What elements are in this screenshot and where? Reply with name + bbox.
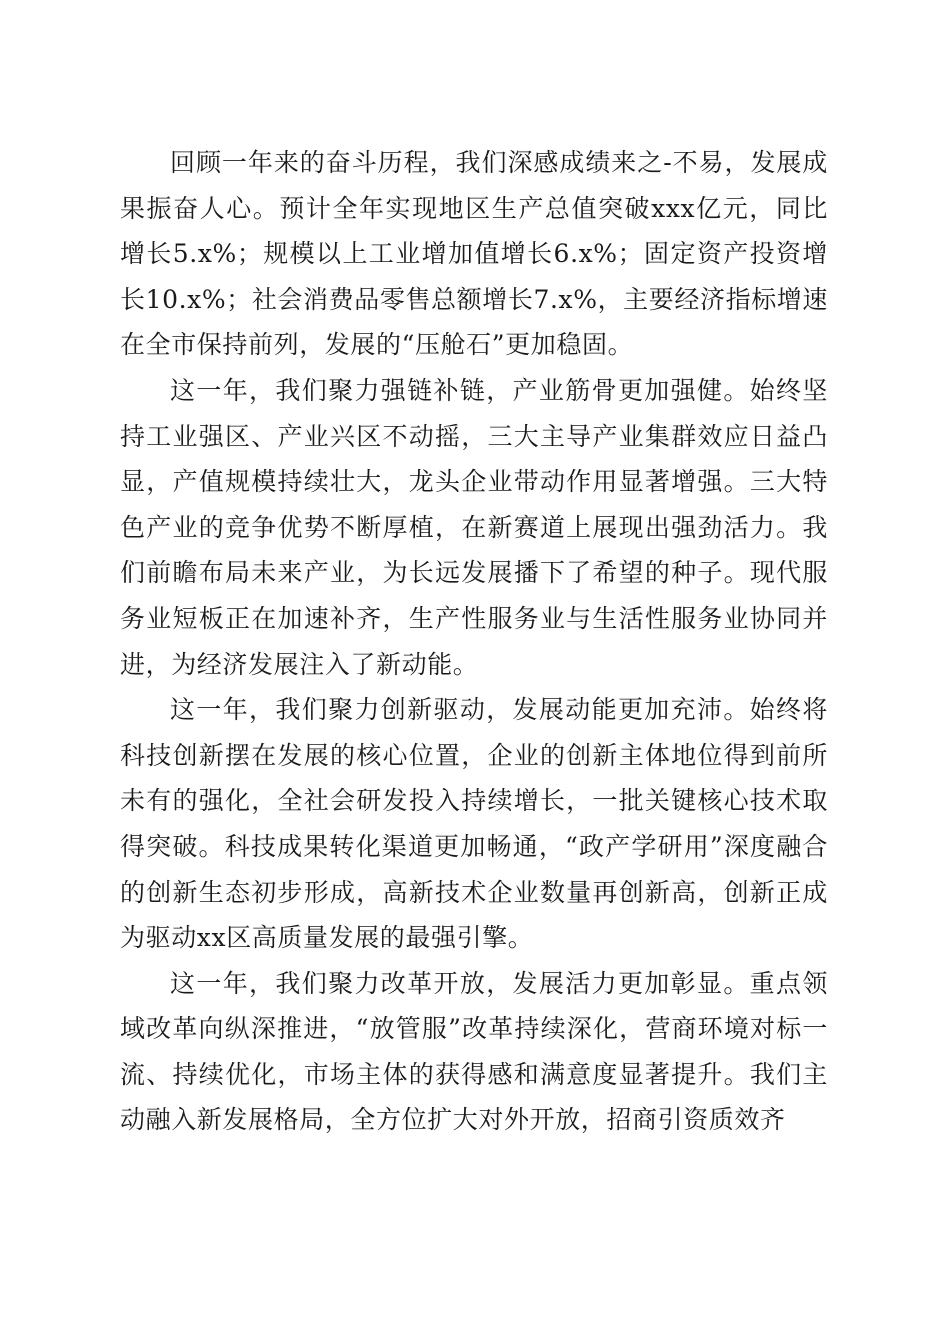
paragraph-innovation: 这一年，我们聚力创新驱动，发展动能更加充沛。始终将科技创新摆在发展的核心位置，企业的创新主体地位得到前所未有的强化，全社会研发投入持续增长，一批关键核心技术取得突破。科技成果转化渠道更加畅通，“政产学研用”深度融合的创新生态初步形成，高新技术企业数量再创新高，创新正成为驱动xx区高质量发展的最强引擎。 — [120, 695, 828, 953]
paragraph-reform: 这一年，我们聚力改革开放，发展活力更加彰显。重点领域改革向纵深推进，“放管服”改革持续深化，营商环境对标一流、持续优化，市场主体的获得感和满意度显著提升。我们主动融入新发展格局，全方位扩大对外开放，招商引资质效齐 — [120, 968, 828, 1135]
paragraph-review: 回顾一年来的奋斗历程，我们深感成绩来之-不易，发展成果振奋人心。预计全年实现地区生产总值突破xxx亿元，同比增长5.x%；规模以上工业增加值增长6.x%；固定资产投资增长10.x%；社会消费品零售总额增长7.x%，主要经济指标增速在全市保持前列，发展的“压舱石”更加稳固。 — [120, 148, 828, 360]
paragraph-industry: 这一年，我们聚力强链补链，产业筋骨更加强健。始终坚持工业强区、产业兴区不动摇，三大主导产业集群效应日益凸显，产值规模持续壮大，龙头企业带动作用显著增强。三大特色产业的竞争优势不断厚植，在新赛道上展现出强劲活力。我们前瞻布局未来产业，为长远发展播下了希望的种子。现代服务业短板正在加速补齐，生产性服务业与生活性服务业协同并进，为经济发展注入了新动能。 — [120, 375, 828, 679]
document-body — [120, 140, 828, 1143]
